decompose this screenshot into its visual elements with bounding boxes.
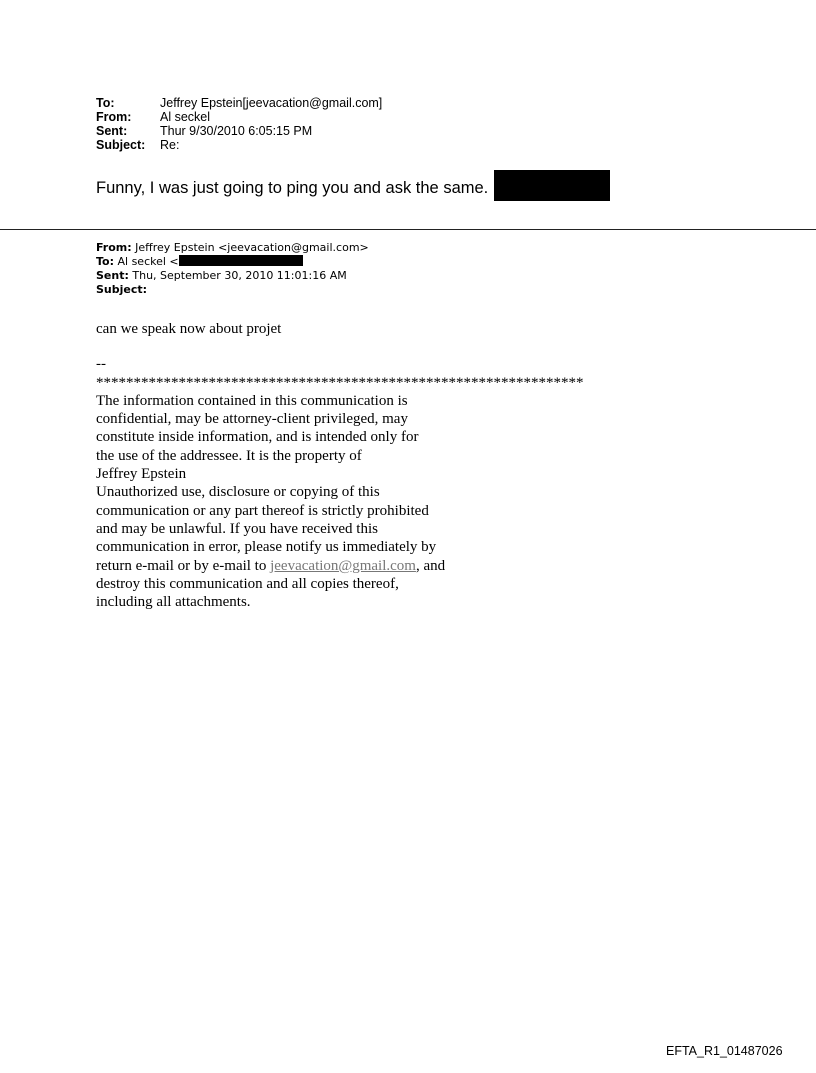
stars-line: ***************************************************************** xyxy=(96,374,584,391)
to-label: To: xyxy=(96,96,115,110)
original-subject-row xyxy=(96,283,369,297)
header-subject-row xyxy=(96,138,382,152)
disclaimer-line: and may be unlawful. If you have received this xyxy=(96,520,378,537)
from-label: From: xyxy=(96,110,132,124)
email-header xyxy=(96,96,382,152)
disclaimer-line: including all attachments. xyxy=(96,594,251,611)
disclaimer-line: communication in error, please notify us immediately by xyxy=(96,539,437,556)
disclaimer-line: communication or any part thereof is strictly prohibited xyxy=(96,502,429,519)
subject-value: Re: xyxy=(160,138,180,152)
original-to-row xyxy=(96,255,369,269)
return-prefix: return e-mail or by e-mail to xyxy=(96,557,271,574)
to-value: Jeffrey Epstein[jeevacation@gmail.com] xyxy=(160,96,383,110)
subject-label: Subject: xyxy=(96,138,146,152)
original-subject-label: Subject: xyxy=(96,283,148,296)
original-from-row xyxy=(96,241,369,255)
original-from-label: From: xyxy=(96,241,132,254)
document-id: EFTA_R1_01487026 xyxy=(666,1044,783,1058)
disclaimer-return-line xyxy=(96,557,584,575)
message-line: can we speak now about projet xyxy=(96,321,282,337)
reply-text: Funny, I was just going to ping you and ask the same. xyxy=(96,178,489,197)
header-to-row xyxy=(96,96,382,110)
disclaimer-line: destroy this communication and all copies thereof, xyxy=(96,575,399,592)
sent-label: Sent: xyxy=(96,124,128,138)
original-to-label: To: xyxy=(96,255,114,268)
email-body xyxy=(96,320,584,611)
signature-dashes: -- xyxy=(96,356,106,373)
original-sent-label: Sent: xyxy=(96,269,129,282)
return-suffix: , and xyxy=(415,557,446,574)
reply-message xyxy=(96,172,610,203)
original-message-header xyxy=(96,241,369,297)
disclaimer-line: Unauthorized use, disclosure or copying of this xyxy=(96,484,380,501)
original-to-value: Al seckel < xyxy=(117,255,179,268)
original-sent-value: Thu, September 30, 2010 11:01:16 AM xyxy=(132,269,347,282)
redaction-box xyxy=(494,170,610,201)
original-sent-row xyxy=(96,269,369,283)
disclaimer-line: The information contained in this communication is xyxy=(96,392,408,409)
header-sent-row xyxy=(96,124,382,138)
from-value: Al seckel xyxy=(160,110,211,124)
separator-line xyxy=(0,229,816,230)
header-from-row xyxy=(96,110,382,124)
disclaimer-line: the use of the addressee. It is the property of xyxy=(96,447,362,464)
disclaimer-line: confidential, may be attorney-client privileged, may xyxy=(96,411,408,428)
email-link[interactable]: jeevacation@gmail.com xyxy=(270,557,416,574)
sent-value: Thur 9/30/2010 6:05:15 PM xyxy=(160,124,313,138)
disclaimer-line: Jeffrey Epstein xyxy=(96,466,187,483)
original-from-value: Jeffrey Epstein <jeevacation@gmail.com> xyxy=(135,241,369,254)
disclaimer-line: constitute inside information, and is intended only for xyxy=(96,429,419,446)
redaction-box-small xyxy=(179,255,303,266)
